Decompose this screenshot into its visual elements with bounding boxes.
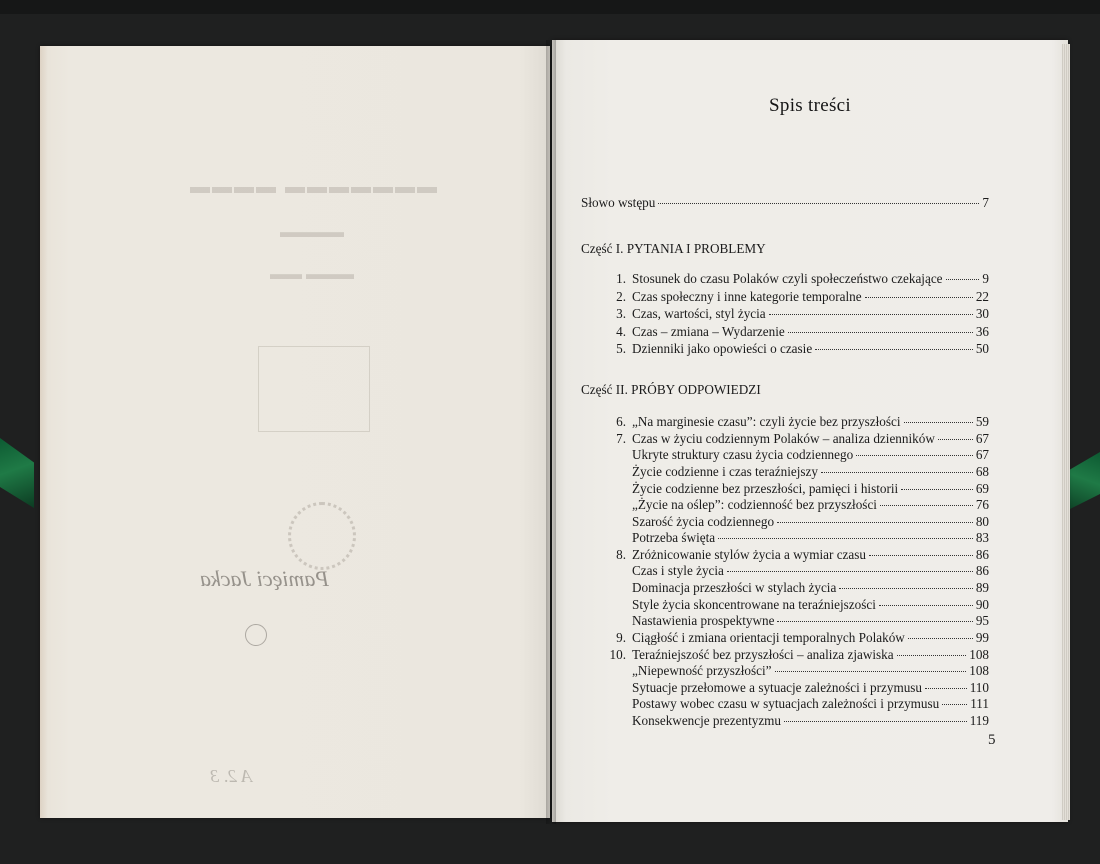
toc-entry-page: 22 <box>975 289 989 304</box>
toc-entry <box>604 580 989 596</box>
toc-entry-page: 67 <box>975 447 989 462</box>
dot-leader <box>901 489 973 490</box>
toc-entry-page: 69 <box>975 481 989 496</box>
toc-entry-page: 7 <box>982 195 989 210</box>
toc-entry <box>604 431 989 447</box>
pencil-note: A 2. 3 <box>210 766 253 786</box>
toc-entry <box>604 271 989 287</box>
dot-leader <box>938 439 973 440</box>
library-stamp-ghost <box>258 346 370 432</box>
dot-leader <box>839 588 972 589</box>
toc-entry <box>604 324 989 340</box>
dot-leader <box>718 538 973 539</box>
book-cover-edge-left <box>0 438 34 508</box>
dot-leader <box>904 422 973 423</box>
dot-leader <box>942 704 967 705</box>
toc-entry-number: 10. <box>609 647 626 662</box>
toc-entry-number: 6. <box>616 414 626 429</box>
toc-entry-page: 119 <box>969 713 989 728</box>
scanner-background <box>0 0 1100 14</box>
toc-entry-label: Teraźniejszość bez przyszłości – analiza zjawiska <box>632 647 894 662</box>
circled-mark <box>245 624 267 646</box>
toc-entry-number: 9. <box>616 630 626 645</box>
dot-leader <box>880 505 973 506</box>
toc-entry-label: Dzienniki jako opowieści o czasie <box>632 341 813 356</box>
dot-leader <box>879 605 973 606</box>
toc-entry-label: Postawy wobec czasu w sytuacjach zależności i przymusu <box>632 696 940 711</box>
dot-leader <box>784 721 967 722</box>
toc-entry-label: Zróżnicowanie stylów życia a wymiar czasu <box>632 547 866 562</box>
toc-entry-number: 5. <box>616 341 626 356</box>
toc-entry-label: Życie codzienne bez przeszłości, pamięci i historii <box>632 481 899 496</box>
dot-leader <box>777 522 973 523</box>
dot-leader <box>788 332 973 333</box>
dot-leader <box>775 671 967 672</box>
page-stack-edge <box>1062 44 1070 820</box>
dot-leader <box>769 314 973 315</box>
toc-entry-label: Ukryte struktury czasu życia codziennego <box>632 447 854 462</box>
toc-entry <box>604 647 989 663</box>
toc-entry-page: 83 <box>975 530 989 545</box>
toc-entry-label: „Życie na oślep”: codzienność bez przyszłości <box>632 497 877 512</box>
toc-entry-label: „Na marginesie czasu”: czyli życie bez przyszłości <box>632 414 901 429</box>
dot-leader <box>856 455 973 456</box>
show-through-text: ▬▬▬▬ <box>280 224 344 241</box>
toc-entry <box>604 630 989 646</box>
toc-entry <box>604 713 989 729</box>
toc-entry <box>604 680 989 696</box>
dot-leader <box>777 621 972 622</box>
toc-entry <box>604 663 989 679</box>
toc-entry-page: 50 <box>975 341 989 356</box>
dot-leader <box>865 297 973 298</box>
toc-entry <box>604 514 989 530</box>
toc-entry-page: 86 <box>975 547 989 562</box>
toc-entry-number: 4. <box>616 324 626 339</box>
toc-entry-page: 80 <box>975 514 989 529</box>
toc-entry-page: 30 <box>975 306 989 321</box>
toc-entry-page: 108 <box>969 663 989 678</box>
toc-entry-page: 90 <box>975 597 989 612</box>
toc-entry-label: Czas w życiu codziennym Polaków – analiza dzienników <box>632 431 935 446</box>
toc-entry-number: 8. <box>616 547 626 562</box>
page-number: 5 <box>988 732 996 748</box>
toc-entry-label: Sytuacje przełomowe a sytuacje zależności i przymusu <box>632 680 923 695</box>
dot-leader <box>727 571 973 572</box>
toc-entry-label: Szarość życia codziennego <box>632 514 775 529</box>
toc-entry-page: 36 <box>975 324 989 339</box>
toc-entry <box>604 597 989 613</box>
toc-entry-label: Życie codzienne i czas teraźniejszy <box>632 464 818 479</box>
dot-leader <box>908 638 973 639</box>
show-through-text: ▬▬▬▬ ▬▬▬▬▬▬▬ <box>190 176 439 198</box>
part-heading-1: Część I. PYTANIA I PROBLEMY <box>581 241 766 256</box>
toc-entry <box>604 306 989 322</box>
toc-entry-label: Słowo wstępu <box>581 195 656 210</box>
toc-entry-page: 99 <box>975 630 989 645</box>
toc-entry <box>604 613 989 629</box>
handwritten-dedication: Pamięci Jacka <box>200 566 329 591</box>
toc-entry <box>604 341 989 357</box>
toc-entry-label: Konsekwencje prezentyzmu <box>632 713 782 728</box>
toc-entry <box>604 289 989 305</box>
left-page <box>40 46 550 818</box>
dot-leader <box>815 349 973 350</box>
book-gutter <box>546 40 556 824</box>
dot-leader <box>821 472 973 473</box>
toc-entry <box>604 497 989 513</box>
toc-entry-label: Dominacja przeszłości w stylach życia <box>632 580 837 595</box>
toc-entry-page: 111 <box>970 696 989 711</box>
dot-leader <box>925 688 967 689</box>
toc-entry-preface <box>581 195 989 211</box>
dot-leader <box>946 279 980 280</box>
toc-entry-page: 89 <box>975 580 989 595</box>
toc-entry <box>604 414 989 430</box>
show-through-text: ▬▬ ▬▬▬ <box>270 266 354 283</box>
toc-entry-label: Czas i style życia <box>632 563 724 578</box>
toc-entry-number: 7. <box>616 431 626 446</box>
part-heading-2: Część II. PRÓBY ODPOWIEDZI <box>581 382 761 397</box>
toc-entry-label: „Niepewność przyszłości” <box>632 663 772 678</box>
toc-entry-page: 68 <box>975 464 989 479</box>
toc-entry-page: 95 <box>975 613 989 628</box>
toc-entry-label: Potrzeba święta <box>632 530 716 545</box>
toc-entry-page: 67 <box>975 431 989 446</box>
toc-entry-page: 108 <box>969 647 989 662</box>
toc-entry-number: 3. <box>616 306 626 321</box>
toc-entry-page: 76 <box>975 497 989 512</box>
toc-entry-page: 9 <box>982 271 989 286</box>
dot-leader <box>869 555 973 556</box>
toc-entry <box>604 696 989 712</box>
toc-entry-label: Czas społeczny i inne kategorie temporalne <box>632 289 862 304</box>
toc-entry-label: Czas, wartości, styl życia <box>632 306 766 321</box>
toc-title: Spis treści <box>769 95 851 116</box>
toc-entry <box>604 481 989 497</box>
dot-leader <box>658 203 979 204</box>
circular-stamp-ghost <box>288 502 356 570</box>
toc-entry-label: Ciągłość i zmiana orientacji temporalnych Polaków <box>632 630 905 645</box>
toc-entry-number: 2. <box>616 289 626 304</box>
toc-entry <box>604 464 989 480</box>
toc-entry-label: Style życia skoncentrowane na teraźniejszości <box>632 597 876 612</box>
toc-entry-label: Stosunek do czasu Polaków czyli społeczeństwo czekające <box>632 271 943 286</box>
toc-entry <box>604 447 989 463</box>
toc-entry-page: 59 <box>975 414 989 429</box>
toc-entry-page: 86 <box>975 563 989 578</box>
toc-entry-label: Nastawienia prospektywne <box>632 613 775 628</box>
toc-entry-page: 110 <box>969 680 989 695</box>
toc-entry <box>604 547 989 563</box>
toc-entry <box>604 563 989 579</box>
toc-entry-number: 1. <box>616 271 626 286</box>
dot-leader <box>897 655 967 656</box>
toc-entry-label: Czas – zmiana – Wydarzenie <box>632 324 785 339</box>
toc-entry <box>604 530 989 546</box>
